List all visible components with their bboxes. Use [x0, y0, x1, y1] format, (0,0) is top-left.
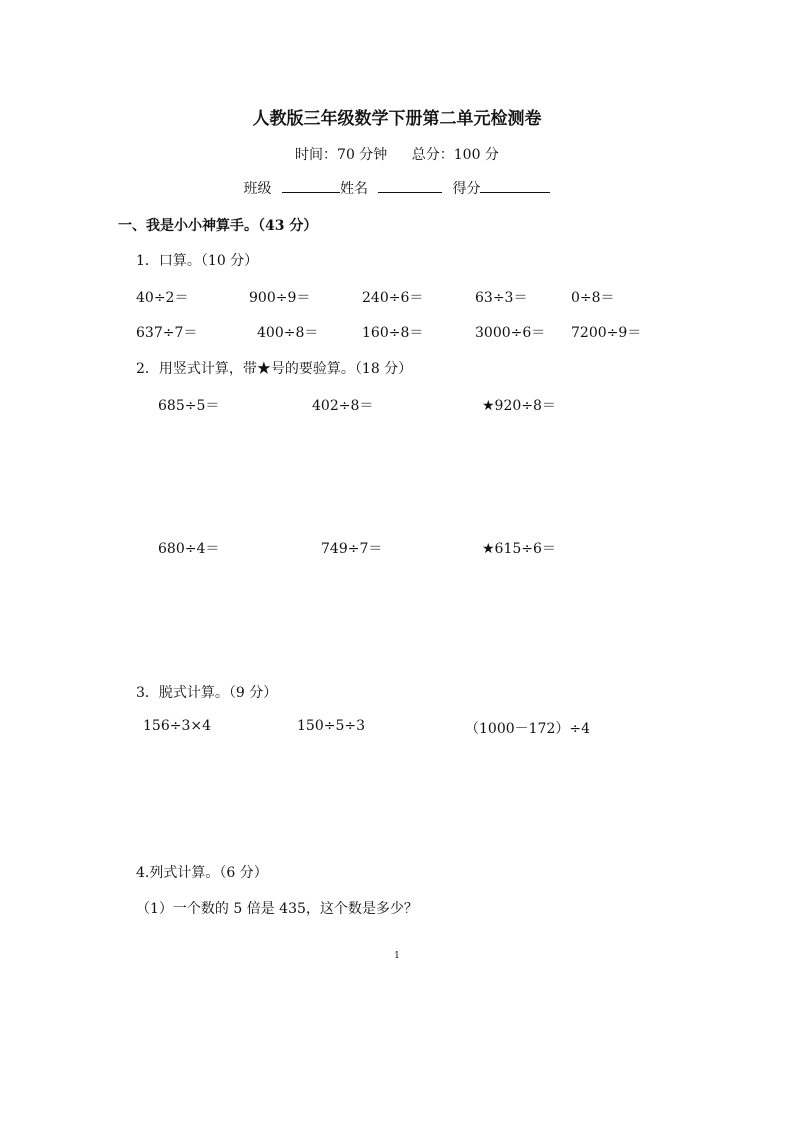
oral-item: 40÷2＝ [136, 290, 189, 306]
time-limit: 时间：70 分钟 [295, 147, 388, 163]
oral-item: 160÷8＝ [362, 325, 424, 341]
page-number: 1 [394, 951, 400, 961]
total-score: 总分：100 分 [411, 147, 499, 163]
exam-meta [0, 144, 794, 164]
class-blank[interactable] [282, 178, 340, 193]
stepwise-calc-item: 156÷3×4 [143, 718, 211, 734]
vertical-calc-item: ★615÷6＝ [482, 541, 556, 557]
oral-item: 240÷6＝ [362, 290, 424, 306]
name-blank[interactable] [378, 178, 442, 193]
grade-label: 得分 [452, 181, 481, 197]
oral-item: 3000÷6＝ [475, 325, 546, 341]
vertical-calc-item: ★920÷8＝ [482, 398, 556, 414]
oral-item: 7200÷9＝ [571, 325, 642, 341]
stepwise-calc-item: （1000－172）÷4 [465, 721, 590, 737]
oral-item: 400÷8＝ [257, 325, 319, 341]
vertical-calc-item: 749÷7＝ [321, 541, 383, 557]
oral-item: 63÷3＝ [475, 290, 528, 306]
oral-item: 900÷9＝ [249, 290, 311, 306]
name-label: 姓名 [340, 181, 368, 197]
vertical-calc-item: 402÷8＝ [312, 398, 374, 414]
vertical-calc-item: 685÷5＝ [158, 398, 220, 414]
vertical-calc-item: 680÷4＝ [158, 541, 220, 557]
question-2-label: 2．用竖式计算，带★号的要验算。（18 分） [136, 361, 413, 377]
student-info [0, 178, 794, 198]
question-4-label: 4.列式计算。（6 分） [136, 865, 268, 881]
oral-item: 637÷7＝ [136, 325, 198, 341]
section-1-heading: 一、我是小小神算手。（43 分） [118, 218, 318, 234]
class-label: 班级 [243, 181, 272, 197]
stepwise-calc-item: 150÷5÷3 [297, 718, 365, 734]
grade-blank[interactable] [480, 178, 550, 193]
oral-item: 0÷8＝ [571, 290, 615, 306]
question-3-label: 3．脱式计算。（9 分） [136, 685, 278, 701]
page-title: 人教版三年级数学下册第二单元检测卷 [252, 109, 542, 129]
question-4-sub1: （1）一个数的 5 倍是 435，这个数是多少？ [136, 901, 418, 917]
question-1-label: 1．口算。（10 分） [136, 253, 259, 269]
